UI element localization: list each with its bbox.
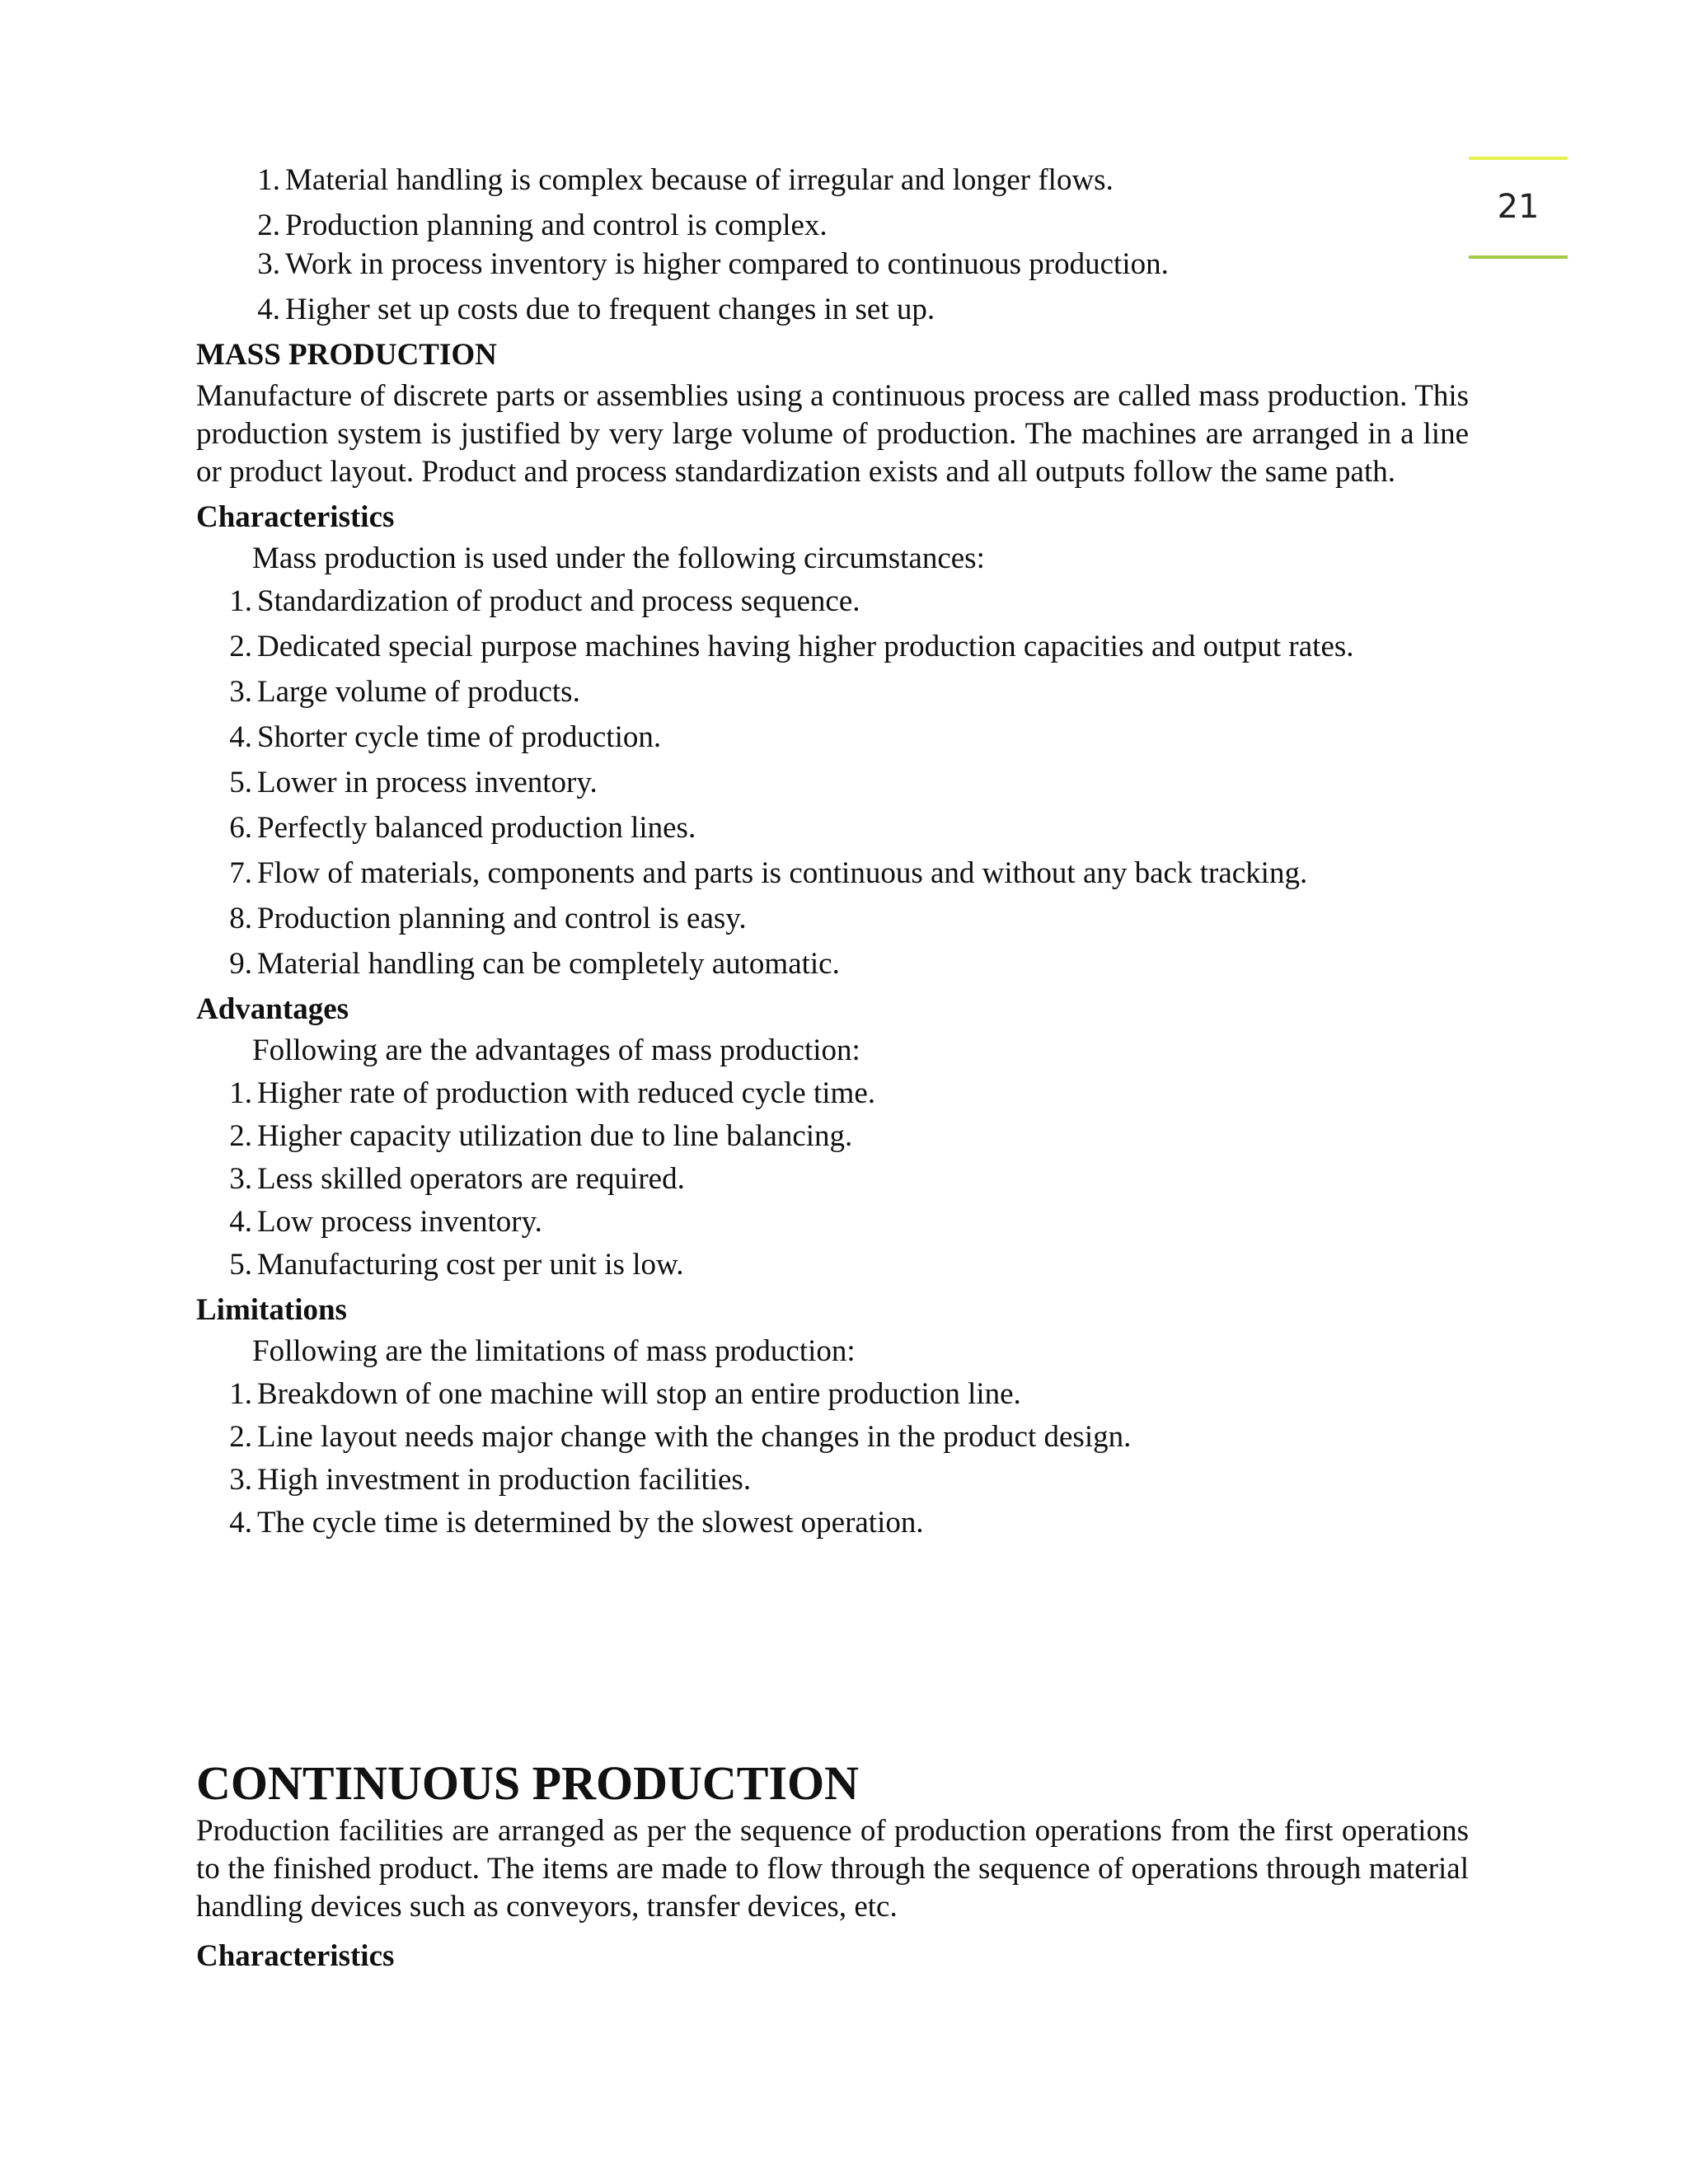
list-text: Large volume of products. <box>257 675 580 709</box>
list-number: 1. <box>229 584 252 618</box>
list-text: Higher capacity utilization due to line balancing. <box>257 1119 853 1153</box>
list-text: Low process inventory. <box>257 1205 542 1239</box>
characteristics-heading: Characteristics <box>196 500 395 534</box>
list-item <box>211 1203 1469 1241</box>
list-number: 7. <box>229 856 252 890</box>
list-number: 8. <box>229 902 252 935</box>
list-item <box>211 900 1469 938</box>
list-number: 9. <box>229 947 252 981</box>
limitations-list <box>211 1376 1469 1542</box>
list-text: Flow of materials, components and parts is continuous and without any back tracking. <box>257 856 1308 890</box>
page-number: 21 <box>1497 188 1540 226</box>
list-item <box>211 809 1469 847</box>
list-item <box>211 628 1469 666</box>
list-item <box>211 1160 1469 1198</box>
list-text: Shorter cycle time of production. <box>257 720 662 754</box>
list-number: 2. <box>229 1119 252 1153</box>
list-text: Production planning and control is complex. <box>285 209 828 242</box>
list-text: Manufacturing cost per unit is low. <box>257 1248 684 1282</box>
top-list <box>239 162 1469 329</box>
list-number: 1. <box>257 163 280 197</box>
list-number: 1. <box>229 1377 252 1411</box>
list-item <box>211 945 1469 983</box>
list-number: 2. <box>257 209 280 242</box>
list-number: 4. <box>257 293 280 326</box>
list-item <box>211 1075 1469 1113</box>
mass-production-paragraph: Manufacture of discrete parts or assemblies using a continuous process are called mass production. This production system is justified by very large volume of production. The machines are arranged in a line or product layout. Product and process standardization exists and all outputs follow the same path. <box>196 379 1469 489</box>
list-text: Dedicated special purpose machines having higher production capacities and output rates. <box>257 630 1354 663</box>
list-item <box>211 719 1469 757</box>
list-item <box>239 291 1469 329</box>
characteristics-list <box>211 583 1469 983</box>
list-item <box>211 764 1469 802</box>
list-text: Production planning and control is easy. <box>257 902 747 935</box>
list-number: 5. <box>229 1248 252 1282</box>
list-text: Breakdown of one machine will stop an entire production line. <box>257 1377 1021 1411</box>
list-text: Higher rate of production with reduced cycle time. <box>257 1076 875 1110</box>
document-body <box>196 162 1469 1979</box>
list-number: 3. <box>229 1162 252 1196</box>
list-item <box>211 855 1469 893</box>
advantages-list <box>211 1075 1469 1284</box>
list-item <box>211 583 1469 621</box>
list-text: High investment in production facilities. <box>257 1463 752 1497</box>
list-text: Less skilled operators are required. <box>257 1162 685 1196</box>
list-item <box>211 1246 1469 1284</box>
list-item <box>239 162 1469 199</box>
advantages-intro: Following are the advantages of mass production: <box>252 1033 860 1067</box>
continuous-production-heading: CONTINUOUS PRODUCTION <box>196 1756 860 1810</box>
page-number-box <box>1469 157 1568 259</box>
list-text: Material handling can be completely automatic. <box>257 947 840 981</box>
list-number: 3. <box>229 675 252 709</box>
list-number: 3. <box>229 1463 252 1497</box>
list-item <box>211 673 1469 711</box>
page-number-bottom-rule <box>1469 255 1568 259</box>
list-item <box>211 1504 1469 1542</box>
list-number: 5. <box>229 766 252 799</box>
list-number: 1. <box>229 1076 252 1110</box>
list-number: 4. <box>229 1205 252 1239</box>
limitations-intro: Following are the limitations of mass production: <box>252 1334 856 1368</box>
list-item <box>239 246 1469 284</box>
advantages-heading: Advantages <box>196 992 349 1026</box>
list-number: 4. <box>229 720 252 754</box>
list-number: 2. <box>229 1420 252 1454</box>
list-text: The cycle time is determined by the slowest operation. <box>257 1506 924 1540</box>
characteristics-intro: Mass production is used under the following circumstances: <box>252 541 985 575</box>
list-text: Material handling is complex because of irregular and longer flows. <box>285 163 1114 197</box>
list-item <box>211 1376 1469 1413</box>
list-text: Higher set up costs due to frequent changes in set up. <box>285 293 935 326</box>
limitations-heading: Limitations <box>196 1293 347 1327</box>
list-text: Perfectly balanced production lines. <box>257 811 696 845</box>
mass-production-heading: MASS PRODUCTION <box>196 338 497 372</box>
list-number: 2. <box>229 630 252 663</box>
list-item <box>211 1118 1469 1155</box>
list-text: Work in process inventory is higher compared to continuous production. <box>285 247 1169 281</box>
list-text: Lower in process inventory. <box>257 766 598 799</box>
list-text: Standardization of product and process sequence. <box>257 584 860 618</box>
list-item <box>211 1461 1469 1499</box>
list-number: 3. <box>257 247 280 281</box>
list-text: Line layout needs major change with the changes in the product design. <box>257 1420 1132 1454</box>
continuous-characteristics-heading: Characteristics <box>196 1939 395 1973</box>
list-number: 4. <box>229 1506 252 1540</box>
continuous-production-paragraph: Production facilities are arranged as per the sequence of production operations from the first operations to the finished product. The items are made to flow through the sequence of operations through material handling devices such as conveyors, transfer devices, etc. <box>196 1814 1469 1924</box>
page-number-top-rule <box>1469 157 1568 160</box>
list-item <box>211 1418 1469 1456</box>
list-item <box>239 207 1469 245</box>
list-number: 6. <box>229 811 252 845</box>
